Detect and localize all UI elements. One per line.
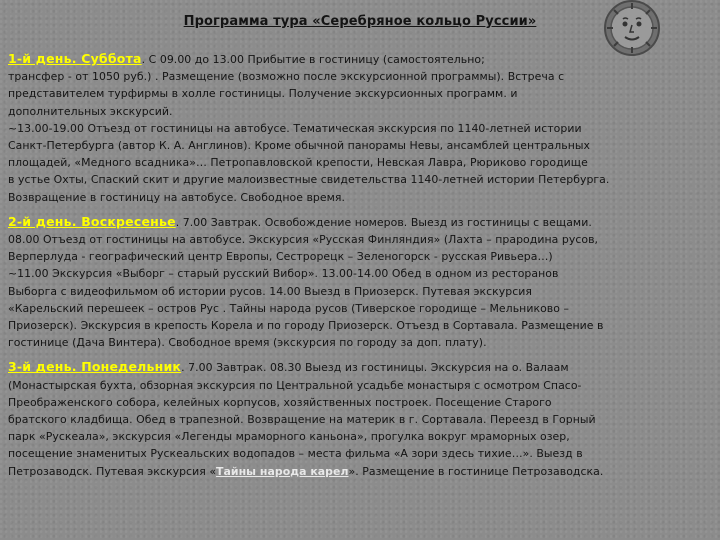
day-2-label: 2-й день. Воскресенье: [8, 213, 176, 229]
tour-program-body: [8, 50, 712, 480]
day-3-label: 3-й день. Понедельник: [8, 359, 182, 375]
page-title: Программа тура «Серебряное кольцо Руссии»: [183, 14, 537, 29]
excursion-name-highlight: Тайны народа карел: [216, 464, 349, 478]
sun-emblem-icon: [604, 0, 660, 56]
day-1-section: 1-й день. Суббота. С 09.00 до 13.00 Прибытие в гостиницу (самостоятельно; трансфер - от 1050 руб.) . Размещение (возможно после экскурсионной программы). Встреча с представителем турфирмы в холле гостиницы. Получение экскурсионных программ. и дополнительных экскурсий. ~13.00-19.00 Отъезд от гостиницы на автобусе. Тематическая экскурсия по 1140-летней истории Санкт-Петербурга (автор К. А. Англинов). Кроме обычной панорамы Невы, ансамблей центральных площадей, «Медного всадника»… Петропавловской крепости, Невская Лавра, Рюриково городище в устье Охты, Спаский скит и другие малоизвестные свидетельства 1140-летней истории Петербурга. Возвращение в гостиницу на автобусе. Свободное время.: [8, 51, 610, 204]
day-3-section: 3-й день. Понедельник. 7.00 Завтрак. 08.30 Выезд из гостиницы. Экскурсия на о. Валаам (Монастырская бухта, обзорная экскурсия по Центральной усадьбе монастыря с осмотром Спасо- Преображенского собора, келейных корпусов, хозяйственных построек. Посещение Старого братского кладбища. Обед в трапезной. Возвращение на материк в г. Сортавала. Переезд в Горный парк «Рускеала», экскурсия «Легенды мраморного каньона», прогулка вокруг мраморных озер, посещение знаменитых Рускеальских водопадов – места фильма «А зори здесь тихие…». Выезд в Петрозаводск. Путевая экскурсия «Тайны народа карел». Размещение в гостинице Петрозаводска.: [8, 359, 604, 478]
day-1-label: 1-й день. Суббота: [8, 51, 142, 66]
day-2-section: 2-й день. Воскресенье. 7.00 Завтрак. Освобождение номеров. Выезд из гостиницы с вещами. 08.00 Отъезд от гостиницы на автобусе. Экскурсия «Русская Финляндия» (Лахта – прародина русов, Верперлуда - географический центр Европы, Сестрорецк – Зеленогорск - русская Ривьера…) ~11.00 Экскурсия «Выборг – старый русский Вибор». 13.00-14.00 Обед в одном из ресторанов Выборга с видеофильмом об истории русов. 14.00 Выезд в Приозерск. Путевая экскурсия «Карельский перешеек – остров Рус . Тайны народа русов (Тиверское городище – Мельниково – Приозерск). Экскурсия в крепость Корела и по городу Приозерск. Отъезд в Сортавала. Размещение в гостинице (Дача Винтера). Свободное время (экскурсия по городу за доп. плату).: [8, 213, 604, 350]
